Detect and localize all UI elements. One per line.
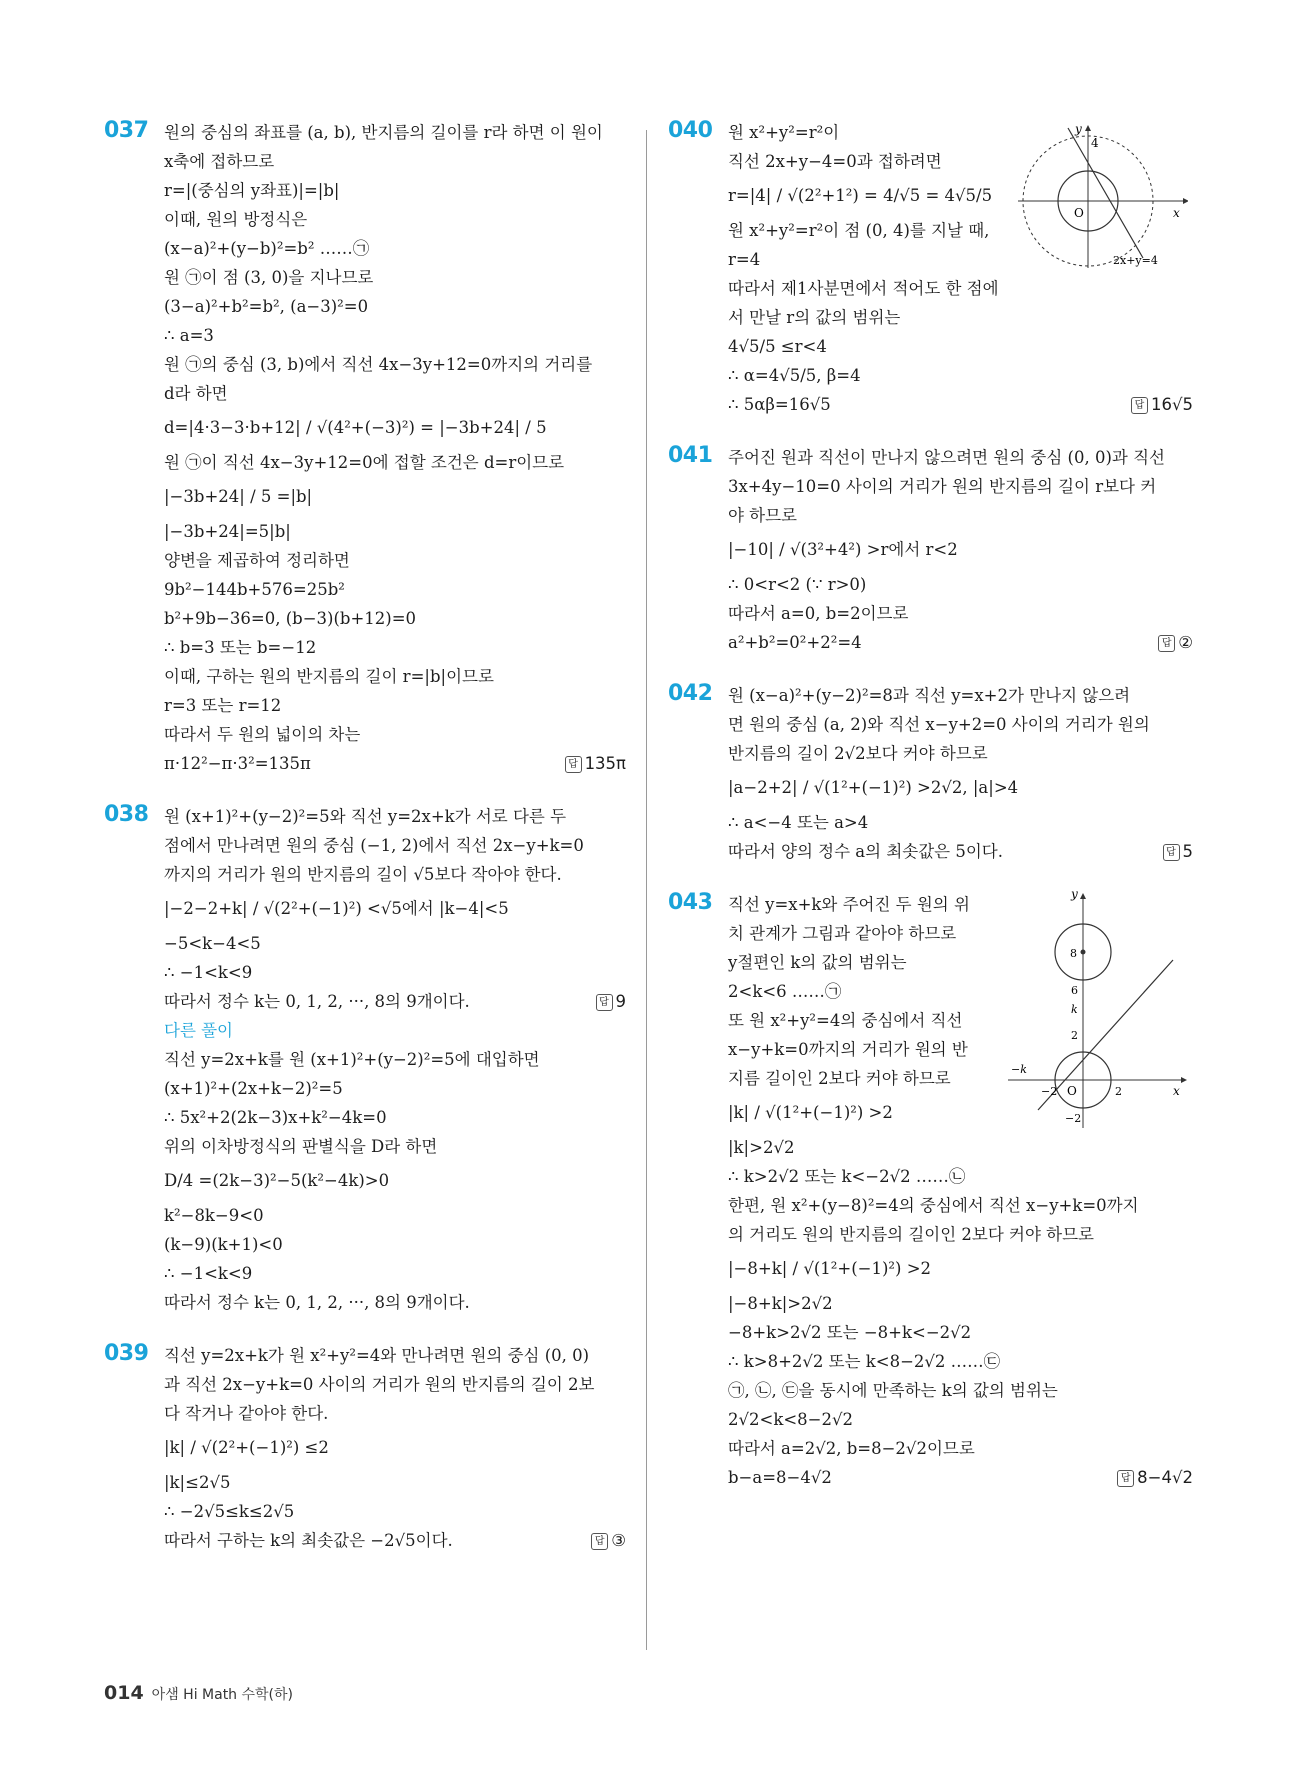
- problem-038: [104, 802, 626, 1317]
- solution-line: 반지름의 길이 2√2보다 커야 하므로: [728, 744, 988, 763]
- solution-line: 2<k<6 ……㉠: [728, 982, 842, 1001]
- solution-line: 직선 2x+y−4=0과 접하려면: [728, 152, 942, 171]
- solution-line: |−8+k| / √(1²+(−1)²) >2: [728, 1259, 932, 1278]
- alt-solution-line: 위의 이차방정식의 판별식을 D라 하면: [164, 1137, 438, 1156]
- solution-line: d라 하면: [164, 384, 228, 403]
- solution-body: [728, 118, 1018, 390]
- solution-line: 서 만날 r의 값의 범위는: [728, 308, 901, 327]
- answer-badge-icon: 답: [1131, 397, 1148, 414]
- solution-line: 따라서 두 원의 넓이의 차는: [164, 725, 361, 744]
- answer-badge-icon: 답: [1163, 844, 1180, 861]
- solution-line: 의 거리도 원의 반지름의 길이인 2보다 커야 하므로: [728, 1225, 1094, 1244]
- solution-line: ∴ −2√5≤k≤2√5: [164, 1502, 295, 1521]
- answer-value: ②: [1178, 633, 1193, 652]
- solution-line: 치 관계가 그림과 같아야 하므로: [728, 924, 957, 943]
- answer-badge-icon: 답: [596, 994, 613, 1011]
- answer-label: [591, 1526, 626, 1555]
- problem-number: 042: [668, 681, 713, 706]
- alt-solution-line: ∴ −1<k<9: [164, 1264, 253, 1283]
- y-axis-arrow-icon: [1080, 893, 1086, 899]
- alt-solution-line: (x+1)²+(2x+k−2)²=5: [164, 1079, 343, 1098]
- solution-body: [728, 443, 1193, 628]
- solution-line: |a−2+2| / √(1²+(−1)²) >2√2, |a|>4: [728, 778, 1019, 797]
- solution-line: |−3b+24| / 5 =|b|: [164, 487, 313, 506]
- answer-label: [1163, 837, 1194, 866]
- problem-041: [668, 443, 1193, 657]
- tangent-line: [1068, 128, 1143, 258]
- final-equation: π·12²−π·3²=135π: [164, 754, 311, 773]
- solution-line: 원 ㉠의 중심 (3, b)에서 직선 4x−3y+12=0까지의 거리를: [164, 355, 593, 374]
- page-footer: [104, 1682, 293, 1704]
- problem-number: 040: [668, 118, 713, 143]
- answer-badge-icon: 답: [591, 1533, 608, 1550]
- problem-number: 039: [104, 1341, 149, 1366]
- tangent-circle-figure: [1013, 123, 1188, 273]
- final-equation: a²+b²=0²+2²=4: [728, 633, 862, 652]
- left-column: [104, 118, 626, 1555]
- y-axis-label: y: [1071, 890, 1078, 901]
- solution-line: 이때, 구하는 원의 반지름의 길이 r=|b|이므로: [164, 667, 494, 686]
- solution-line: ㉠, ㉡, ㉢을 동시에 만족하는 k의 값의 범위는: [728, 1381, 1058, 1400]
- solution-line: ∴ a=3: [164, 326, 214, 345]
- solution-line: ∴ α=4√5/5, β=4: [728, 366, 861, 385]
- answer-label: [1131, 390, 1193, 419]
- label-neg-2-x: −2: [1041, 1085, 1058, 1098]
- solution-line: 원의 중심의 좌표를 (a, b), 반지름의 길이를 r라 하면 이 원이: [164, 123, 603, 142]
- solution-line: |−10| / √(3²+4²) >r에서 r<2: [728, 540, 958, 559]
- solution-line: 원 ㉠이 점 (3, 0)을 지나므로: [164, 268, 374, 287]
- final-line: [728, 628, 1193, 657]
- solution-line: ∴ 0<r<2 (∵ r>0): [728, 575, 867, 594]
- y-intercept-label: 4: [1091, 136, 1099, 150]
- label-neg-2-y: −2: [1065, 1112, 1082, 1125]
- answer-value: 16√5: [1150, 395, 1193, 414]
- solution-line: |−8+k|>2√2: [728, 1294, 833, 1313]
- solution-line: 직선 y=x+k와 주어진 두 원의 위: [728, 895, 970, 914]
- alt-solution-line: 따라서 정수 k는 0, 1, 2, ···, 8의 9개이다.: [164, 1293, 470, 1312]
- origin-label: O: [1074, 206, 1084, 220]
- solution-body: [164, 802, 626, 987]
- solution-line: 면 원의 중심 (a, 2)와 직선 x−y+2=0 사이의 거리가 원의: [728, 715, 1150, 734]
- solution-line: 4√5/5 ≤r<4: [728, 337, 827, 356]
- solution-line: b²+9b−36=0, (b−3)(b+12)=0: [164, 609, 417, 628]
- problem-number: 037: [104, 118, 149, 143]
- solution-line: 점에서 만나려면 원의 중심 (−1, 2)에서 직선 2x−y+k=0: [164, 836, 584, 855]
- answer-badge-icon: 답: [565, 756, 582, 773]
- book-title: 아샘 Hi Math 수학(하): [151, 1687, 294, 1703]
- solution-line: ∴ a<−4 또는 a>4: [728, 813, 869, 832]
- problem-043: [668, 890, 1193, 1492]
- solution-line: x축에 접하므로: [164, 152, 275, 171]
- problem-039: [104, 1341, 626, 1555]
- final-equation: b−a=8−4√2: [728, 1468, 832, 1487]
- solution-line: 원 (x+1)²+(y−2)²=5와 직선 y=2x+k가 서로 다른 두: [164, 807, 567, 826]
- answer-badge-icon: 답: [1158, 635, 1175, 652]
- solution-line: |−3b+24|=5|b|: [164, 522, 291, 541]
- solution-line: 따라서 제1사분면에서 적어도 한 점에: [728, 279, 999, 298]
- answer-value: 135π: [584, 754, 626, 773]
- solution-line: −8+k>2√2 또는 −8+k<−2√2: [728, 1323, 972, 1342]
- solution-body: [164, 1341, 626, 1526]
- solution-line: 또 원 x²+y²=4의 중심에서 직선: [728, 1011, 963, 1030]
- final-equation: 따라서 정수 k는 0, 1, 2, ···, 8의 9개이다.: [164, 992, 470, 1011]
- solution-body: [728, 681, 1193, 837]
- solution-line: ∴ k>8+2√2 또는 k<8−2√2 ……㉢: [728, 1352, 1001, 1371]
- answer-value: 9: [615, 992, 626, 1011]
- alt-solution-line: (k−9)(k+1)<0: [164, 1235, 283, 1254]
- solution-line: 주어진 원과 직선이 만나지 않으려면 원의 중심 (0, 0)과 직선: [728, 448, 1165, 467]
- y-axis-arrow-icon: [1085, 125, 1091, 131]
- solution-line: d=|4·3−3·b+12| / √(4²+(−3)²) = |−3b+24| / 5: [164, 418, 547, 437]
- solution-line: r=|(중심의 y좌표)|=|b|: [164, 181, 340, 200]
- x-axis-label: x: [1173, 206, 1180, 220]
- solution-line: 야 하므로: [728, 506, 798, 525]
- solution-line: 따라서 a=2√2, b=8−2√2이므로: [728, 1439, 975, 1458]
- label-6: 6: [1071, 984, 1078, 997]
- label-neg-k: −k: [1011, 1063, 1027, 1076]
- origin-label: O: [1067, 1084, 1077, 1098]
- answer-label: [596, 987, 627, 1016]
- answer-label: [1158, 628, 1193, 657]
- x-axis-label: x: [1173, 1084, 1180, 1098]
- label-2-x: 2: [1115, 1085, 1122, 1098]
- alternative-solution-body: [164, 1045, 626, 1317]
- alt-solution-line: k²−8k−9<0: [164, 1206, 264, 1225]
- solution-line: x−y+k=0까지의 거리가 원의 반: [728, 1040, 968, 1059]
- solution-line: 까지의 거리가 원의 반지름의 길이 √5보다 작아야 한다.: [164, 865, 562, 884]
- solution-line: 2√2<k<8−2√2: [728, 1410, 853, 1429]
- two-circles-figure: [1003, 890, 1188, 1130]
- problem-number: 041: [668, 443, 713, 468]
- solution-line: ∴ k>2√2 또는 k<−2√2 ……㉡: [728, 1167, 966, 1186]
- answer-label: [1117, 1463, 1193, 1492]
- solution-line: |k|≤2√5: [164, 1473, 231, 1492]
- answer-value: ③: [611, 1531, 626, 1550]
- final-line: [164, 987, 626, 1016]
- final-line: [728, 837, 1193, 866]
- solution-line: 3x+4y−10=0 사이의 거리가 원의 반지름의 길이 r보다 커: [728, 477, 1157, 496]
- problem-040: [668, 118, 1193, 419]
- final-line: [728, 1463, 1193, 1492]
- solution-line: 원 x²+y²=r²이: [728, 123, 840, 142]
- solution-line: 원 ㉠이 직선 4x−3y+12=0에 접할 조건은 d=r이므로: [164, 453, 565, 472]
- solution-line: y절편인 k의 값의 범위는: [728, 953, 907, 972]
- solution-line: |−2−2+k| / √(2²+(−1)²) <√5에서 |k−4|<5: [164, 899, 509, 918]
- page-number: 014: [104, 1682, 144, 1704]
- solution-line: 과 직선 2x−y+k=0 사이의 거리가 원의 반지름의 길이 2보: [164, 1375, 595, 1394]
- solution-line: 양변을 제곱하여 정리하면: [164, 551, 350, 570]
- answer-value: 5: [1182, 842, 1193, 861]
- solution-line: 원 (x−a)²+(y−2)²=8과 직선 y=x+2가 만나지 않으려: [728, 686, 1131, 705]
- problem-037: [104, 118, 626, 778]
- solution-line: ∴ b=3 또는 b=−12: [164, 638, 317, 657]
- solution-line: ∴ −1<k<9: [164, 963, 253, 982]
- answer-badge-icon: 답: [1117, 1470, 1134, 1487]
- right-column: [668, 118, 1193, 1492]
- upper-center-dot: [1081, 950, 1086, 955]
- solution-line: 따라서 a=0, b=2이므로: [728, 604, 909, 623]
- alt-solution-line: ∴ 5x²+2(2k−3)x+k²−4k=0: [164, 1108, 387, 1127]
- solution-line: |k| / √(1²+(−1)²) >2: [728, 1103, 893, 1122]
- column-divider: [646, 130, 647, 1650]
- solution-line: |k| / √(2²+(−1)²) ≤2: [164, 1438, 329, 1457]
- solution-line: (x−a)²+(y−b)²=b² ……㉠: [164, 239, 370, 258]
- solution-line: |k|>2√2: [728, 1138, 795, 1157]
- solution-line: 9b²−144b+576=25b²: [164, 580, 345, 599]
- line-equation-label: 2x+y=4: [1113, 254, 1158, 267]
- solution-line: 지름 길이인 2보다 커야 하므로: [728, 1069, 951, 1088]
- solution-line: 한편, 원 x²+(y−8)²=4의 중심에서 직선 x−y+k=0까지: [728, 1196, 1139, 1215]
- solution-line: r=|4| / √(2²+1²) = 4/√5 = 4√5/5: [728, 186, 993, 205]
- final-equation: ∴ 5αβ=16√5: [728, 395, 831, 414]
- problem-042: [668, 681, 1193, 866]
- y-axis-label: y: [1075, 123, 1082, 136]
- line-y-x-k: [1038, 960, 1173, 1110]
- alt-solution-line: D/4 =(2k−3)²−5(k²−4k)>0: [164, 1171, 390, 1190]
- final-line: [164, 1526, 626, 1555]
- solution-line: −5<k−4<5: [164, 934, 261, 953]
- label-k: k: [1071, 1003, 1078, 1016]
- solution-line: 원 x²+y²=r²이 점 (0, 4)를 지날 때,: [728, 221, 990, 240]
- solution-line: 이때, 원의 방정식은: [164, 210, 308, 229]
- alternative-solution-title: 다른 풀이: [164, 1021, 234, 1040]
- x-axis-arrow-icon: [1183, 198, 1188, 204]
- solution-body: [164, 118, 626, 749]
- label-8: 8: [1070, 947, 1077, 960]
- solution-line: r=3 또는 r=12: [164, 696, 282, 715]
- label-2: 2: [1071, 1029, 1078, 1042]
- alt-solution-line: 직선 y=2x+k를 원 (x+1)²+(y−2)²=5에 대입하면: [164, 1050, 540, 1069]
- final-line: [728, 390, 1193, 419]
- final-line: [164, 749, 626, 778]
- problem-number: 038: [104, 802, 149, 827]
- final-equation: 따라서 양의 정수 a의 최솟값은 5이다.: [728, 842, 1003, 861]
- x-axis-arrow-icon: [1181, 1077, 1187, 1083]
- answer-label: [565, 749, 626, 778]
- final-equation: 따라서 구하는 k의 최솟값은 −2√5이다.: [164, 1531, 453, 1550]
- solution-line: 다 작거나 같아야 한다.: [164, 1404, 329, 1423]
- solution-line: (3−a)²+b²=b², (a−3)²=0: [164, 297, 369, 316]
- solution-line: 직선 y=2x+k가 원 x²+y²=4와 만나려면 원의 중심 (0, 0): [164, 1346, 590, 1365]
- solution-line: r=4: [728, 250, 761, 269]
- answer-value: 8−4√2: [1137, 1468, 1193, 1487]
- problem-number: 043: [668, 890, 713, 915]
